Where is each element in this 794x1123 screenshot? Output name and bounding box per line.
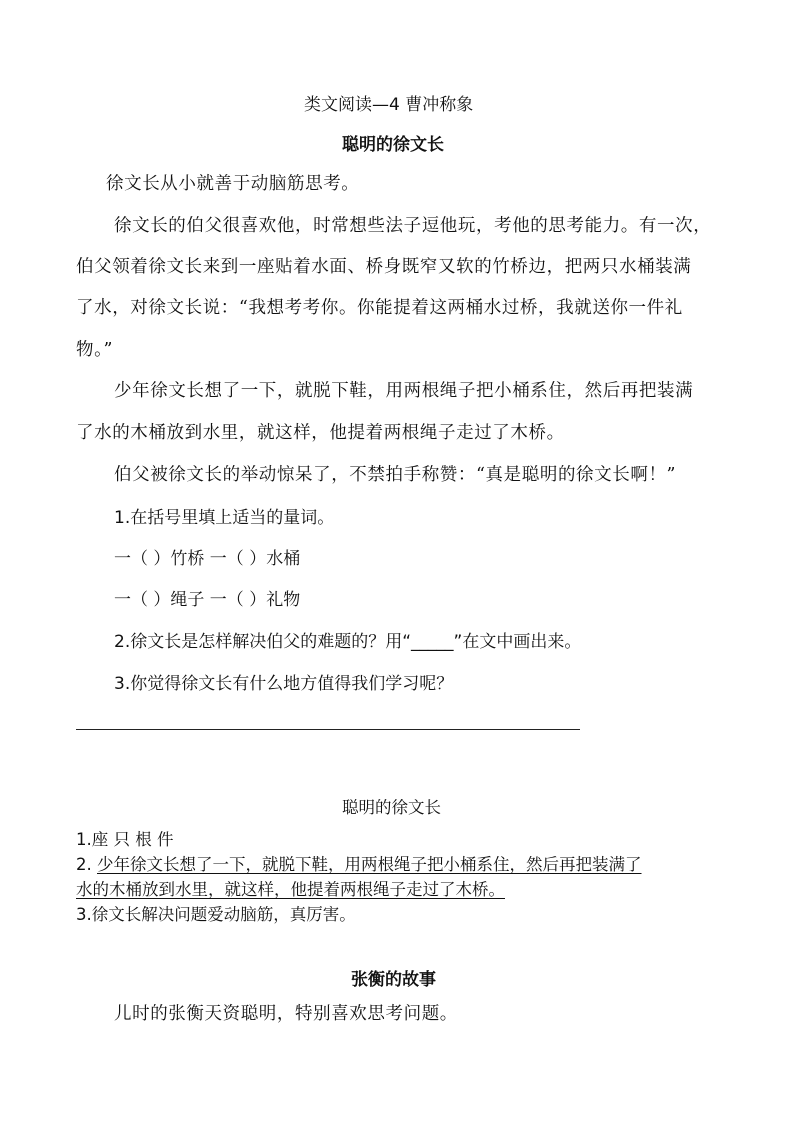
question-1-blanks: 一（ ）绳子 一（ ）礼物: [114, 590, 301, 610]
story-paragraph-line: 伯父领着徐文长来到一座贴着水面、桥身既窄又软的竹桥边，把两只水桶装满: [76, 257, 692, 277]
answer-2-underlined: 少年徐文长想了一下，就脱下鞋，用两根绳子把小桶系住，然后再把装满了: [97, 855, 642, 874]
answer-line: [76, 729, 580, 730]
story-title: 聪明的徐文长: [342, 135, 444, 155]
story-paragraph-line: 伯父被徐文长的举动惊呆了，不禁拍手称赞：“真是聪明的徐文长啊！”: [114, 465, 677, 485]
story-paragraph-1: 徐文长从小就善于动脑筋思考。: [106, 174, 360, 194]
question-1: 1.在括号里填上适当的量词。: [114, 508, 335, 528]
story-paragraph-line: 了水的木桶放到水里，就这样，他提着两根绳子走过了木桥。: [76, 423, 565, 443]
answer-2-underlined: 水的木桶放到水里，就这样，他提着两根绳子走过了木桥。: [76, 880, 505, 899]
story-paragraph-line: 了水，对徐文长说：“我想考考你。你能提着这两桶水过桥，我就送你一件礼: [76, 298, 683, 318]
answer-1: 1.座 只 根 件: [76, 830, 174, 849]
story-paragraph-line: 少年徐文长想了一下，就脱下鞋，用两根绳子把小桶系住，然后再把装满: [114, 381, 694, 401]
story-2-paragraph: 儿时的张衡天资聪明，特别喜欢思考问题。: [114, 1004, 458, 1024]
story-paragraph-line: 徐文长的伯父很喜欢他，时常想些法子逗他玩，考他的思考能力。有一次，: [114, 216, 712, 236]
story-paragraph-line: 物。”: [76, 340, 113, 360]
answer-2-number: 2.: [76, 855, 97, 874]
question-1-blanks: 一（ ）竹桥 一（ ）水桶: [114, 549, 301, 569]
question-3: 3.你觉得徐文长有什么地方值得我们学习呢？: [114, 674, 454, 694]
question-2: 2.徐文长是怎样解决伯父的难题的？用“_____”在文中画出来。: [114, 632, 582, 652]
answer-3: 3.徐文长解决问题爱动脑筋，真厉害。: [76, 905, 356, 924]
story-2-title: 张衡的故事: [351, 970, 436, 990]
answer-section-title: 聪明的徐文长: [342, 798, 441, 817]
answer-2: [76, 851, 642, 875]
page-title: 类文阅读—4 曹冲称象: [304, 95, 474, 115]
